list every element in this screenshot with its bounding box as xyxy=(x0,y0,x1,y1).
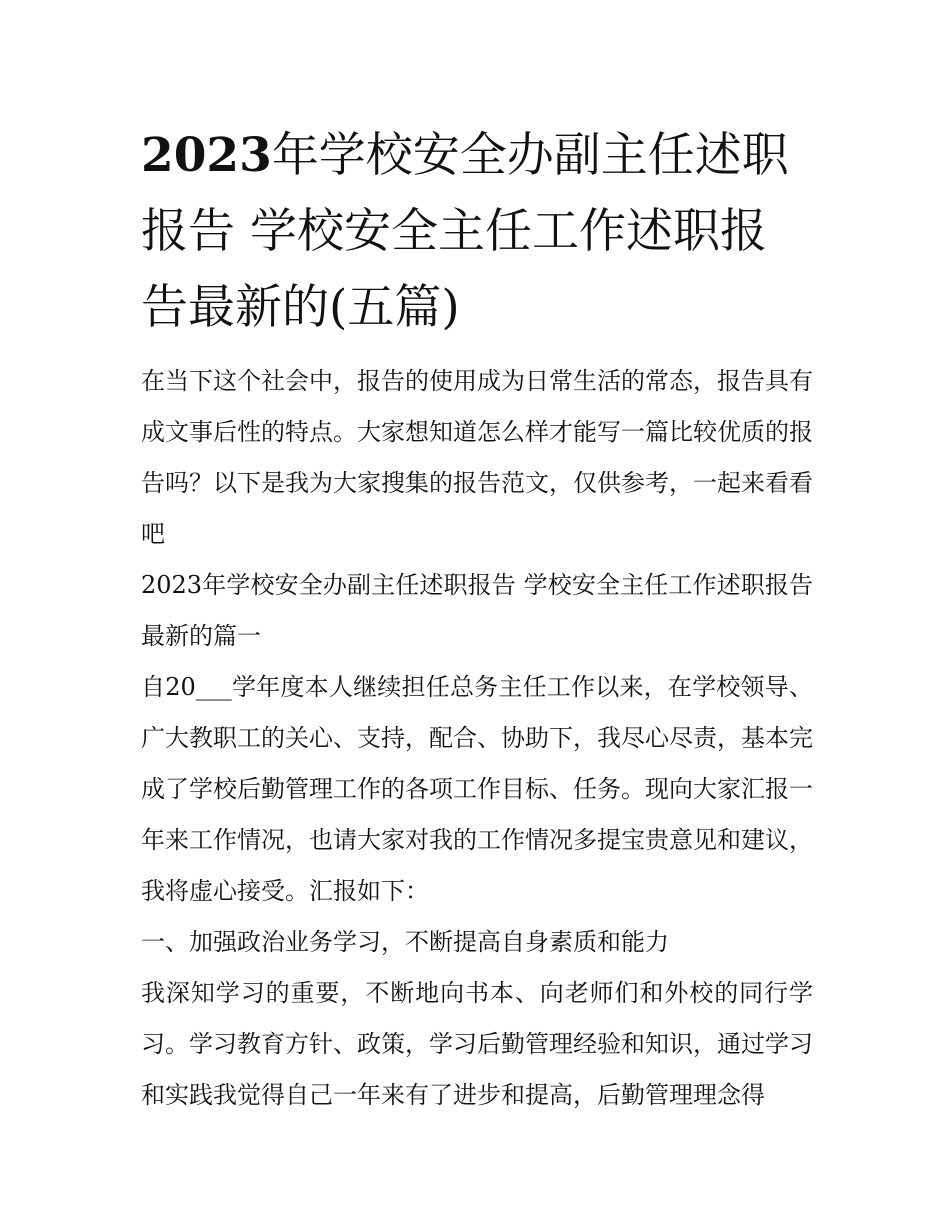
document-page xyxy=(141,118,813,1121)
document-title-year: 2023 xyxy=(141,128,272,183)
section-heading: 2023年学校安全办副主任述职报告 学校安全主任工作述职报告最新的篇一 xyxy=(141,571,813,650)
document-title xyxy=(141,118,813,346)
intro-paragraph: 在当下这个社会中，报告的使用成为日常生活的常态，报告具有成文事后性的特点。大家想知道怎么样才能写一篇比较优质的报告吗？以下是我为大家搜集的报告范文，仅供参考，一起来看看吧 xyxy=(141,367,813,548)
subsection-heading: 一、加强政治业务学习，不断提高自身素质和能力 xyxy=(141,928,669,956)
document-body xyxy=(141,356,813,1121)
body-paragraph: 自20___学年度本人继续担任总务主任工作以来，在学校领导、广大教职工的关心、支持，配合、协助下，我尽心尽责，基本完成了学校后勤管理工作的各项工作目标、任务。现向大家汇报一年来工作情况，也请大家对我的工作情况多提宝贵意见和建议，我将虚心接受。汇报如下： xyxy=(141,673,813,905)
document-title-text: 年学校安全办副主任述职报告 学校安全主任工作述职报告最新的(五篇) xyxy=(141,128,789,335)
body-paragraph: 我深知学习的重要，不断地向书本、向老师们和外校的同行学习。学习教育方针、政策，学习后勤管理经验和知识，通过学习和实践我觉得自己一年来有了进步和提高，后勤管理理念得 xyxy=(141,979,813,1109)
